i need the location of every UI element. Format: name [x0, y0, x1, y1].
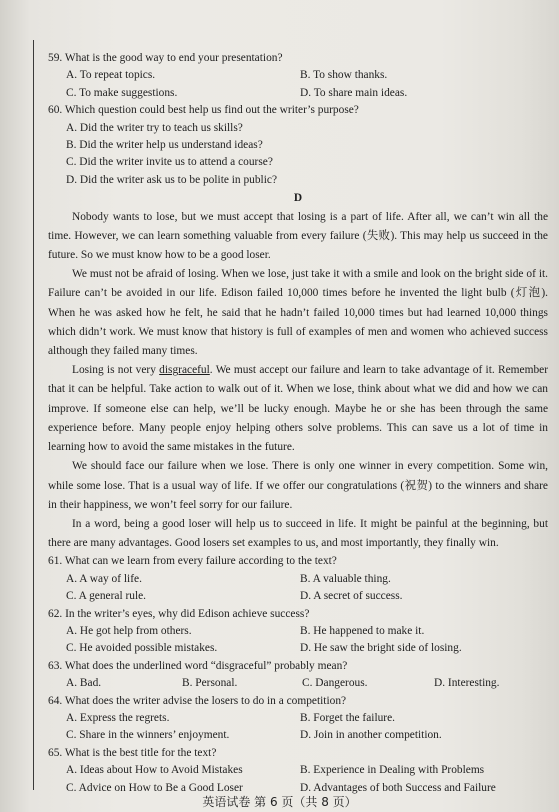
reading-passage [48, 208, 548, 554]
page-footer: 英语试卷 第 6 页（共 8 页） [202, 795, 357, 809]
question-stem: 60. Which question could best help us find out the writer’s purpose? [48, 104, 359, 117]
option-c[interactable]: C. He avoided possible mistakes. [66, 642, 218, 655]
option-d[interactable]: D. To share main ideas. [300, 86, 408, 99]
question-60 [48, 102, 548, 189]
answer-options [48, 675, 548, 692]
passage-paragraph: We should face our failure when we lose. There is only one winner in every competition. Some win, while some lose. That is a usual way of life. If we offer our congratulations (祝贺) to the winners and share in their happiness, we won’t feel sorry for our failure. [48, 460, 548, 511]
option-b[interactable]: B. Experience in Dealing with Problems [300, 764, 485, 777]
option-d[interactable]: D. Did the writer ask us to be polite in public? [66, 173, 277, 186]
answer-options [48, 571, 548, 606]
passage-paragraph: Nobody wants to lose, but we must accept that losing is a part of life. After all, we can’t win all the time. However, we can learn something valuable from every failure (失败). This may help us succeed in the future. So we must know how to be a good loser. [48, 210, 548, 262]
option-d[interactable]: D. He saw the bright side of losing. [300, 642, 462, 655]
section-label: D [293, 192, 303, 205]
option-d[interactable]: D. Join in another competition. [300, 729, 442, 742]
question-stem: 65. What is the best title for the text? [48, 746, 217, 759]
question-61 [48, 553, 548, 605]
option-c[interactable]: C. Advice on How to Be a Good Loser [66, 781, 243, 794]
option-a[interactable]: A. To repeat topics. [66, 69, 156, 82]
option-b[interactable]: B. To show thanks. [300, 69, 388, 82]
question-stem: 62. In the writer’s eyes, why did Edison achieve success? [48, 607, 310, 620]
question-stem: 61. What can we learn from every failure according to the text? [48, 555, 337, 568]
passage-paragraph: In a word, being a good loser will help us to succeed in life. It might be painful at the beginning, but there are many advantages. Good losers set examples to us, and most importantly, they finally win. [48, 517, 548, 550]
option-d[interactable]: D. Interesting. [434, 677, 500, 690]
option-c[interactable]: C. To make suggestions. [66, 86, 178, 99]
margin-line [33, 40, 34, 790]
option-b[interactable]: B. Forget the failure. [300, 711, 396, 724]
option-d[interactable]: D. Advantages of both Success and Failure [300, 781, 496, 794]
option-b[interactable]: B. Did the writer help us understand ideas? [66, 139, 263, 152]
underlined-word: disgraceful [159, 364, 210, 377]
option-c[interactable]: C. Did the writer invite us to attend a course? [66, 156, 273, 169]
passage-paragraph: We must not be afraid of losing. When we lose, just take it with a smile and look on the bright side of it. Failure can’t be avoided in our life. Edison failed 10,000 times before he invented the light bulb (灯泡). When he was asked how he felt, he said that he hadn’t failed 10,000 times but had learned 10,000 things which didn’t work. We must know that history is full of examples of men and women who achieved success although they failed many times. [48, 268, 548, 358]
answer-options [48, 67, 548, 102]
question-65 [48, 745, 548, 797]
question-62 [48, 606, 548, 658]
passage-paragraph [48, 361, 548, 457]
option-a[interactable]: A. Ideas about How to Avoid Mistakes [66, 764, 243, 777]
question-stem: 64. What does the writer advise the losers to do in a competition? [48, 694, 347, 707]
option-a[interactable]: A. Express the regrets. [66, 711, 170, 724]
option-a[interactable]: A. He got help from others. [66, 624, 192, 637]
answer-options [48, 762, 548, 797]
paragraph-text: Losing is not very [72, 364, 160, 377]
answer-options [48, 623, 548, 658]
question-64 [48, 693, 548, 745]
question-63 [48, 658, 548, 693]
question-stem: 63. What does the underlined word “disgraceful” probably mean? [48, 659, 348, 672]
option-d[interactable]: D. A secret of success. [300, 590, 403, 603]
option-c[interactable]: C. A general rule. [66, 590, 147, 603]
question-stem: 59. What is the good way to end your presentation? [48, 52, 283, 64]
option-c[interactable]: C. Share in the winners’ enjoyment. [66, 729, 230, 742]
answer-options [48, 710, 548, 745]
option-c[interactable]: C. Dangerous. [302, 677, 368, 690]
option-b[interactable]: B. Personal. [182, 677, 238, 690]
option-a[interactable]: A. Bad. [66, 677, 102, 690]
page-content [48, 50, 548, 797]
option-a[interactable]: A. A way of life. [66, 572, 142, 585]
option-b[interactable]: B. He happened to make it. [300, 624, 425, 637]
question-59 [48, 50, 548, 102]
paragraph-text: . We must accept our failure and learn to take advantage of it. Remember that it can be helpful. Take action to walk out of it. When we lose, think about what we did and how we can improve. If someone else can help, we’ll be lucky enough. Maybe he or she has been through the same experience before. Many people enjoy helping others solve problems. This can save us a lot of time in learning how to avoid the same mistakes in the future. [48, 364, 548, 454]
option-b[interactable]: B. A valuable thing. [300, 572, 391, 585]
option-a[interactable]: A. Did the writer try to teach us skills? [66, 121, 243, 134]
